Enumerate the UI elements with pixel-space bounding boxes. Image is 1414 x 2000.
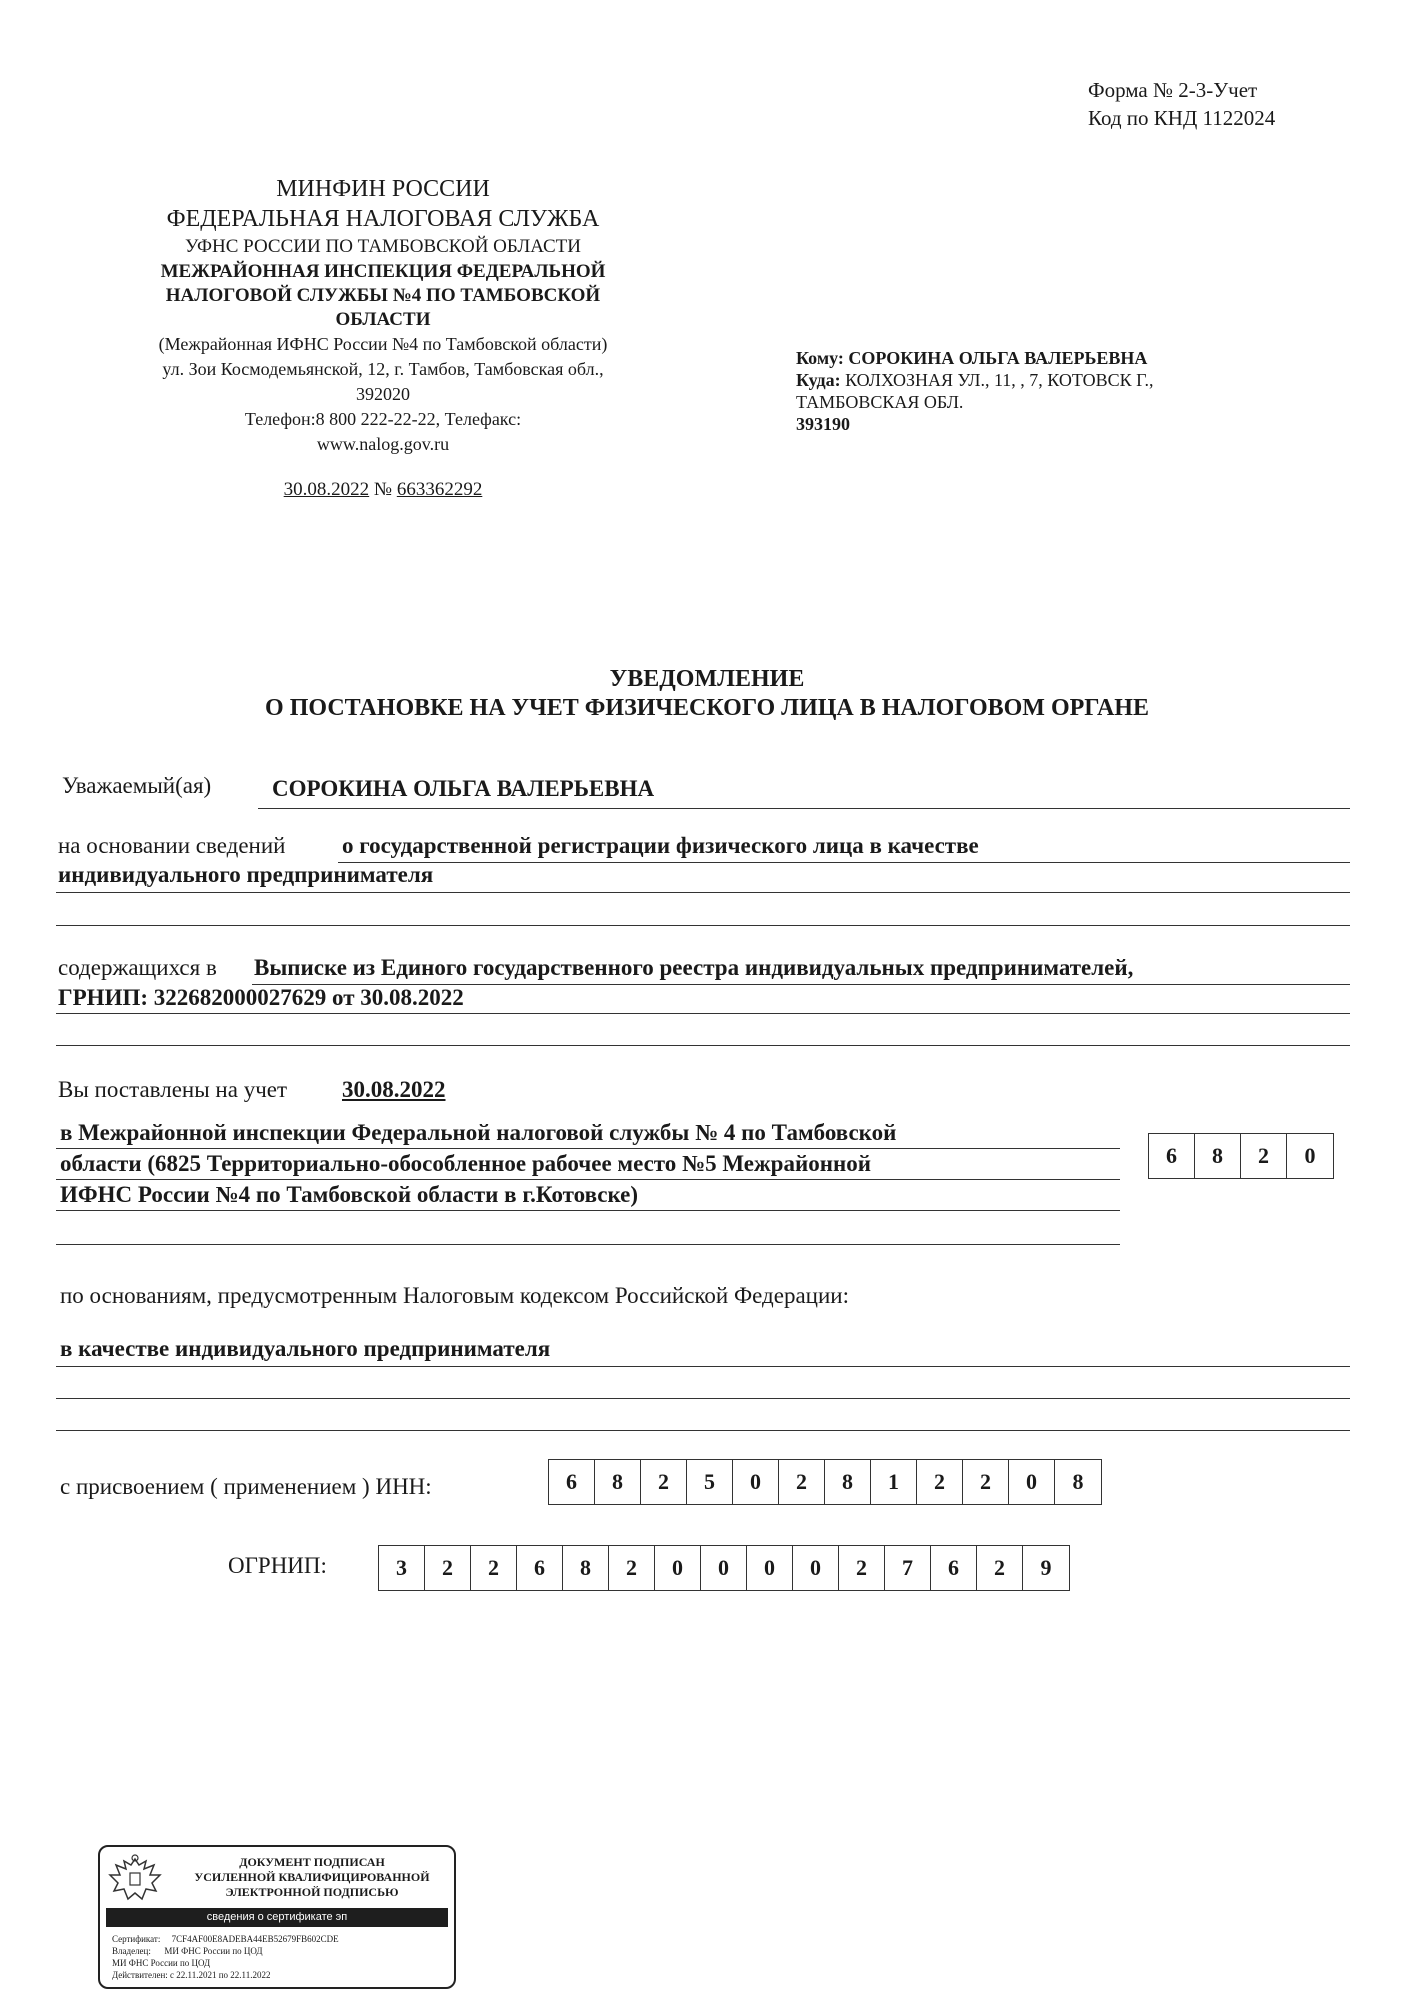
- address-line-1: ул. Зои Космодемьянской, 12, г. Тамбов, Тамбовская обл.,: [162, 359, 604, 379]
- inn-digit: 8: [825, 1460, 871, 1504]
- recipient-name: СОРОКИНА ОЛЬГА ВАЛЕРЬЕВНА: [272, 776, 655, 801]
- dear-label: Уважаемый(ая): [62, 773, 212, 798]
- inn-digit: 0: [733, 1460, 779, 1504]
- number-sign: №: [373, 479, 393, 500]
- owner-label: Владелец:: [112, 1946, 151, 1956]
- code-digit: 0: [1304, 1143, 1316, 1168]
- authority-header: [108, 174, 658, 501]
- underline: [56, 925, 1350, 926]
- registration-date: 30.08.2022: [342, 1077, 446, 1102]
- owner-value: МИ ФНС России по ЦОД: [164, 1946, 263, 1956]
- contained-text-1: Выписке из Единого государственного реестра индивидуальных предпринимателей,: [254, 955, 1134, 980]
- ogrnip-digit: 0: [655, 1546, 701, 1590]
- stamp-title-line-1: ДОКУМЕНТ ПОДПИСАН: [239, 1855, 385, 1869]
- valid-label: Действителен:: [112, 1970, 168, 1980]
- ogrnip-cells: [378, 1545, 1070, 1591]
- stamp-title-line-3: ЭЛЕКТРОННОЙ ПОДПИСЬЮ: [225, 1885, 399, 1899]
- code-digit: 2: [1241, 1134, 1287, 1178]
- cert-value: 7CF4AF00E8ADEBA44EB52679FB602CDE: [171, 1934, 339, 1944]
- stamp-title: [172, 1855, 452, 1900]
- document-number: 663362292: [396, 479, 483, 500]
- inn-digit: 2: [917, 1460, 963, 1504]
- ministry: МИНФИН РОССИИ: [276, 176, 490, 202]
- stamp-title-line-2: УСИЛЕННОЙ КВАЛИФИЦИРОВАННОЙ: [194, 1870, 430, 1884]
- basis-text-1: о государственной регистрации физического лица в качестве: [342, 833, 979, 858]
- service: ФЕДЕРАЛЬНАЯ НАЛОГОВАЯ СЛУЖБА: [166, 206, 600, 232]
- ogrnip-digit: 2: [609, 1546, 655, 1590]
- ogrnip-digit: 7: [885, 1546, 931, 1590]
- tax-office-code: [1148, 1133, 1334, 1179]
- underline: [56, 1244, 1120, 1245]
- ogrnip-digit: 2: [977, 1546, 1023, 1590]
- postal-code: 393190: [796, 414, 850, 434]
- inn-digit: 2: [641, 1460, 687, 1504]
- basis-label: на основании сведений: [58, 833, 286, 858]
- certificate-info-bar: сведения о сертификате эп: [106, 1908, 448, 1927]
- e-signature-stamp: [98, 1845, 456, 1989]
- inn-digit: 2: [779, 1460, 825, 1504]
- tax-office-line-1: в Межрайонной инспекции Федеральной налоговой службы № 4 по Тамбовской: [60, 1120, 897, 1145]
- contained-label: содержащихся в: [58, 955, 217, 980]
- address-line-2: 392020: [356, 384, 410, 404]
- knd-code: Код по КНД 1122024: [1088, 106, 1276, 130]
- ogrnip-digit: 6: [517, 1546, 563, 1590]
- ogrnip-digit: 2: [471, 1546, 517, 1590]
- basis-text-2: индивидуального предпринимателя: [58, 862, 434, 887]
- cert-label: Сертификат:: [112, 1934, 161, 1944]
- inspection-line-2: НАЛОГОВОЙ СЛУЖБЫ №4 ПО ТАМБОВСКОЙ: [165, 285, 601, 306]
- ogrnip-digit: 2: [425, 1546, 471, 1590]
- code-digit: 6: [1149, 1134, 1195, 1178]
- title-line-2: О ПОСТАНОВКЕ НА УЧЕТ ФИЗИЧЕСКОГО ЛИЦА В НАЛОГОВОМ ОРГАНЕ: [265, 695, 1149, 721]
- certificate-details: [112, 1933, 339, 1981]
- inn-digit: 1: [871, 1460, 917, 1504]
- eagle-emblem-icon: [106, 1853, 164, 1907]
- tax-office-line-3: ИФНС России №4 по Тамбовской области в г.Котовске): [60, 1182, 639, 1207]
- ogrnip-digit: 3: [379, 1546, 425, 1590]
- ogrnip-digit: 0: [747, 1546, 793, 1590]
- ogrnip-digit: 6: [931, 1546, 977, 1590]
- title-line-1: УВЕДОМЛЕНИЕ: [609, 666, 805, 692]
- ogrnip-digit: 0: [793, 1546, 839, 1590]
- inspection-line-1: МЕЖРАЙОННАЯ ИНСПЕКЦИЯ ФЕДЕРАЛЬНОЙ: [160, 261, 606, 282]
- inn-digit: 0: [1009, 1460, 1055, 1504]
- valid-value: с 22.11.2021 по 22.11.2022: [170, 1970, 271, 1980]
- underline: [56, 1148, 1120, 1149]
- underline: [56, 1179, 1120, 1180]
- inn-digit: 8: [595, 1460, 641, 1504]
- address-value-1: КОЛХОЗНАЯ УЛ., 11, , 7, КОТОВСК Г.,: [845, 370, 1154, 390]
- registration-label: Вы поставлены на учет: [58, 1077, 288, 1102]
- recipient-block: [796, 347, 1276, 435]
- ogrnip-digit: 9: [1040, 1555, 1052, 1580]
- underline: [338, 862, 1350, 863]
- form-code: [1088, 76, 1275, 132]
- inspection-short: (Межрайонная ИФНС России №4 по Тамбовской области): [158, 334, 608, 354]
- form-number: Форма № 2-3-Учет: [1088, 78, 1258, 102]
- tax-office-line-2: области (6825 Территориально-обособленное рабочее место №5 Межрайонной: [60, 1151, 871, 1176]
- address-value-2: ТАМБОВСКАЯ ОБЛ.: [796, 392, 964, 412]
- inspection-line-3: ОБЛАСТИ: [335, 309, 431, 330]
- issuer: МИ ФНС России по ЦОД: [112, 1958, 211, 1968]
- document-date: 30.08.2022: [283, 479, 370, 500]
- underline: [56, 1398, 1350, 1399]
- inn-digit: 5: [687, 1460, 733, 1504]
- underline: [56, 1366, 1350, 1367]
- contained-text-2: ГРНИП: 322682000027629 от 30.08.2022: [58, 985, 464, 1010]
- underline: [56, 1210, 1120, 1211]
- ogrnip-digit: 0: [701, 1546, 747, 1590]
- inn-cells: [548, 1459, 1102, 1505]
- notice-title: [0, 665, 1414, 723]
- department: УФНС РОССИИ ПО ТАМБОВСКОЙ ОБЛАСТИ: [184, 236, 581, 257]
- inn-digit: 2: [963, 1460, 1009, 1504]
- document-date-number: [108, 479, 658, 501]
- underline: [258, 808, 1350, 809]
- phone: Телефон:8 800 222-22-22, Телефакс:: [244, 409, 522, 429]
- website: www.nalog.gov.ru: [316, 434, 450, 454]
- to-value: СОРОКИНА ОЛЬГА ВАЛЕРЬЕВНА: [848, 348, 1148, 368]
- inn-label: с присвоением ( применением ) ИНН:: [60, 1474, 432, 1499]
- grounds-label: по основаниям, предусмотренным Налоговым кодексом Российской Федерации:: [60, 1283, 849, 1308]
- inn-digit: 6: [549, 1460, 595, 1504]
- underline: [56, 892, 1350, 893]
- to-label: Кому:: [796, 348, 844, 368]
- ogrnip-label: ОГРНИП:: [228, 1553, 327, 1578]
- address-label: Куда:: [796, 370, 841, 390]
- underline: [56, 1045, 1350, 1046]
- underline: [56, 1430, 1350, 1431]
- grounds-value: в качестве индивидуального предпринимателя: [60, 1336, 551, 1361]
- code-digit: 8: [1195, 1134, 1241, 1178]
- underline: [56, 1013, 1350, 1014]
- ogrnip-digit: 2: [839, 1546, 885, 1590]
- inn-digit: 8: [1072, 1469, 1084, 1494]
- ogrnip-digit: 8: [563, 1546, 609, 1590]
